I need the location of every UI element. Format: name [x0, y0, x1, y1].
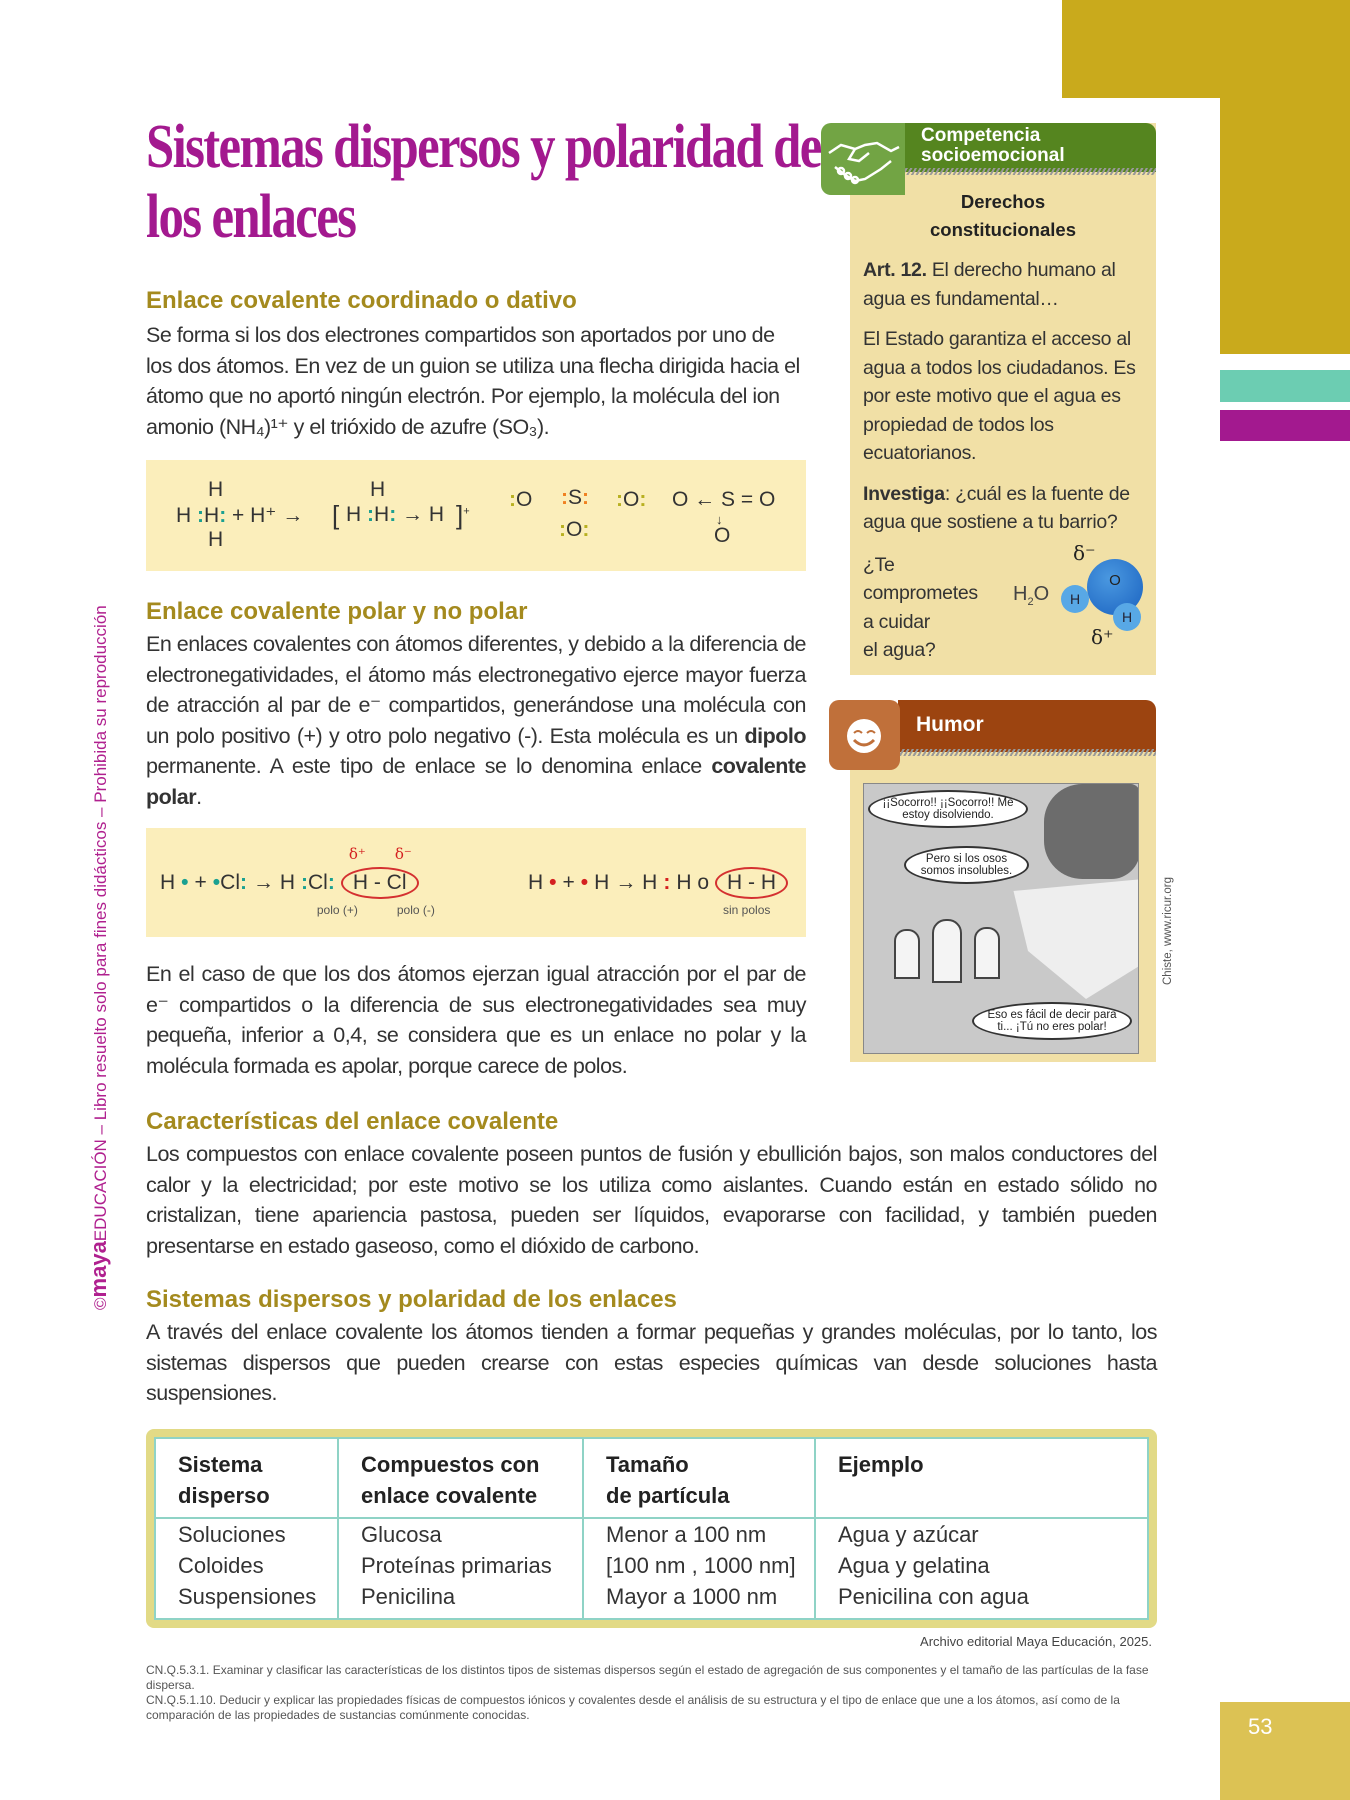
- comic-image: [863, 783, 1139, 1054]
- competencia-question-area: [863, 540, 1143, 661]
- magenta-band: [1220, 410, 1350, 441]
- competencia-investiga: Investiga: ¿cuál es la fuente de agua que sostiene a tu barrio?: [863, 482, 1130, 533]
- table-row: Coloides Proteínas primarias [100 nm , 1000 nm] Agua y gelatina: [155, 1550, 1148, 1581]
- humor-label: Humor: [916, 713, 984, 736]
- reaction-plus: + H⁺ →: [232, 504, 304, 527]
- para-polar: En enlaces covalentes con átomos diferentes, y debido a la diferencia de electronegatividades, el átomo más electronegativo ejerce mayor fuerza de atracción al par de e⁻ compartidos, generándose una molécula con un polo positivo (+) y otro polo negativo (-). Esta molécula es un dipolo permanente. A este tipo de enlace se lo denomina enlace covalente polar.: [146, 632, 806, 809]
- para-sistemas: A través del enlace covalente los átomos tienden a formar pequeñas y grandes moléculas, por lo tanto, los sistemas dispersos que pueden crearse con estas especies químicas van desde soluciones hasta suspensiones.: [146, 1320, 1157, 1405]
- competencia-label: Competencia socioemocional: [921, 125, 1065, 166]
- table-header-row: Sistema disperso Compuestos con enlace covalente Tamaño de partícula Ejemplo: [155, 1438, 1148, 1518]
- dispersed-systems-table: [154, 1437, 1149, 1620]
- table-row: Suspensiones Penicilina Mayor a 1000 nm Penicilina con agua: [155, 1581, 1148, 1619]
- ammonium-product: H :H: → H: [346, 503, 445, 526]
- copyright-symbol: ©: [91, 1297, 110, 1310]
- teal-band: [1220, 370, 1350, 402]
- dissolving-bears: [894, 919, 1004, 989]
- competencia-header: [901, 123, 1156, 172]
- speech-bubble: Eso es fácil de decir para ti... ¡Tú no eres polar!: [972, 1002, 1132, 1040]
- oxygen-lewis: :O:: [559, 518, 590, 541]
- brand-logo: maya: [86, 1241, 111, 1298]
- speech-bubble: ¡¡Socorro!! ¡¡Socorro!! Me estoy disolviendo.: [868, 790, 1028, 828]
- oxygen-bottom: O: [714, 524, 731, 547]
- hh-nonpolar: H - H: [727, 870, 776, 894]
- oxygen-lewis: :O: [509, 488, 533, 511]
- ammonia-reactant: H :H: + H⁺ →: [176, 504, 304, 527]
- bracket-close: ]+: [456, 500, 470, 530]
- atom-h: H: [370, 478, 386, 501]
- so3-structure: O ← S = O: [672, 488, 776, 511]
- atom-h: H: [208, 478, 224, 501]
- smile-icon: [829, 700, 900, 770]
- page-title: Sistemas dispersos y polaridad de los enlaces: [146, 113, 821, 251]
- competencia-question: ¿Te comprometes a cuidar el agua?: [863, 553, 978, 661]
- para-coordinado: Se forma si los dos electrones compartidos son aportados por uno de los dos átomos. En vez de un guion se utiliza una flecha dirigida hacia el átomo que no aportó ningún electrón. Por ejemplo, la molécula del ion amonio (NH₄)¹⁺ y el trióxido de azufre (SO₃).: [146, 323, 800, 439]
- competencia-article: Art. 12. El derecho humano al agua es fundamental…: [863, 259, 1116, 310]
- handshake-icon: [821, 123, 905, 195]
- diagram-dative: [146, 460, 806, 571]
- footnote: CN.Q.5.1.10. Deducir y explicar las propiedades físicas de compuestos iónicos y covalentes desde el análisis de su estructura y el tipo de enlace que une a los átomos, así como de la comparación de las propiedades de sustancias comúnmente conocidas.: [146, 1692, 1120, 1722]
- table-row: Soluciones Glucosa Menor a 100 nm Agua y azúcar: [155, 1518, 1148, 1550]
- oxygen-lewis: :O:: [616, 488, 647, 511]
- bracket-open: [: [332, 500, 340, 530]
- hcl-equation: H • + •Cl: → H :Cl: δ⁺ δ⁻ H - Cl polo (+) polo (-): [160, 844, 435, 917]
- hcl-polar-ring: δ⁺ δ⁻ H - Cl polo (+) polo (-): [316, 844, 435, 917]
- competencia-subtitle: Derechos constitucionales: [930, 191, 1076, 240]
- dative-arrow: ↓: [716, 512, 723, 527]
- humor-header: [898, 700, 1156, 752]
- side-band: [1220, 98, 1350, 354]
- hh-nonpolar-ring: H - H sin polos: [715, 867, 788, 899]
- copyright-text: EDUCACIÓN – Libro resuelto solo para fines didácticos – Prohibida su reproducción: [91, 605, 110, 1242]
- table-caption: Archivo editorial Maya Educación, 2025.: [920, 1633, 1152, 1649]
- speech-bubble: Pero si los osos somos insolubles.: [904, 846, 1029, 884]
- ice-floe: [999, 879, 1139, 999]
- comic-credit: Chiste, www.ricur.org: [1162, 876, 1174, 985]
- footnote: CN.Q.5.3.1. Examinar y clasificar las características de los distintos tipos de sistemas dispersos según el estado de agregación de sus componentes y el tamaño de las partículas de la fase dispersa.: [146, 1662, 1149, 1692]
- table-frame: [146, 1429, 1157, 1628]
- sulfur-lewis: :S:: [561, 486, 590, 509]
- atom-h: H: [208, 528, 224, 551]
- page-number-box: [1220, 1702, 1350, 1800]
- heading-sistemas: Sistemas dispersos y polaridad de los enlaces: [146, 1286, 677, 1313]
- competencia-state: El Estado garantiza el acceso al agua a todos los ciudadanos. Es por este motivo que el agua es propiedad de todos los ecuatorianos.: [863, 328, 1136, 464]
- water-molecule-icon: δ⁻ O H H δ⁺: [1061, 541, 1151, 651]
- h2-equation: H • + • H → H : H o H - H sin polos: [528, 867, 788, 899]
- para-nonpolar: En el caso de que los dos átomos ejerzan igual atracción por el par de e⁻ compartidos o la diferencia de sus electronegatividades sea muy pequeña, inferior a 0,4, se considera que es un enlace no polar y la molécula formada es apolar, porque carece de polos.: [146, 962, 806, 1078]
- vertical-copyright: [86, 480, 112, 1310]
- corner-band: [1062, 0, 1350, 98]
- heading-polar: Enlace covalente polar y no polar: [146, 598, 528, 625]
- para-caracteristicas: Los compuestos con enlace covalente poseen puntos de fusión y ebullición bajos, son malos conductores del calor y la electricidad; por este motivo se los utiliza como aislantes. Cuando están en estado sólido no cristalizan, tiene apariencia pastosa, pueden ser líquidos, evaporarse con facilidad, y también pueden presentarse en estado gaseoso, como el dióxido de carbono.: [146, 1142, 1157, 1258]
- heading-coordinado: Enlace covalente coordinado o dativo: [146, 287, 577, 314]
- hcl-polar: H - Cl: [352, 870, 407, 894]
- diagram-polar: [146, 828, 806, 937]
- heading-caracteristicas: Características del enlace covalente: [146, 1108, 559, 1135]
- competencia-box: [850, 123, 1156, 675]
- page-number: 53: [1248, 1714, 1273, 1739]
- h2o-formula: $H_2O$: [1013, 582, 1050, 608]
- left-column: [146, 286, 806, 1081]
- bear-figure: [1044, 784, 1139, 879]
- footnotes: [146, 1663, 1157, 1723]
